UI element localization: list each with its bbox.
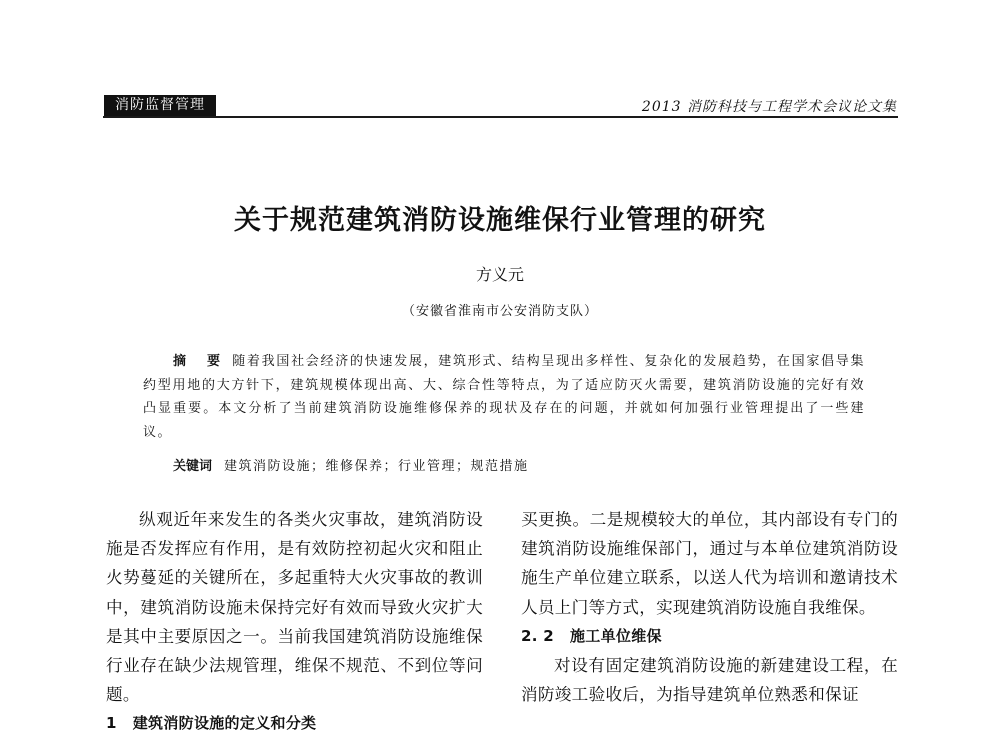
abstract xyxy=(143,350,865,445)
keywords-label: 关键词 xyxy=(173,459,213,474)
paper-title: 关于规范建筑消防设施维保行业管理的研究 xyxy=(234,205,766,236)
body-column-right xyxy=(521,505,898,709)
journal-title: 2013 消防科技与工程学术会议论文集 xyxy=(641,99,897,115)
author-affiliation: （安徽省淮南市公安消防支队） xyxy=(401,304,598,319)
author-name: 方义元 xyxy=(475,265,524,284)
section-tag: 消防监督管理 xyxy=(104,95,216,116)
subsection-heading-text: 施工单位维保 xyxy=(570,626,662,645)
body-paragraph: 买更换。二是规模较大的单位，其内部设有专门的建筑消防设施维保部门，通过与本单位建筑消防设施生产单位建立联系，以送人代为培训和邀请技术人员上门等方式，实现建筑消防设施自我维保。 xyxy=(521,510,898,617)
section-heading-text: 建筑消防设施的定义和分类 xyxy=(132,714,317,733)
header-rule xyxy=(103,116,898,118)
abstract-label: 摘 要 xyxy=(173,354,229,369)
keywords xyxy=(173,455,529,474)
section-heading xyxy=(106,709,483,738)
subsection-number: 2. 2 xyxy=(521,626,554,645)
section-number: 1 xyxy=(106,714,117,733)
abstract-text: 随着我国社会经济的快速发展，建筑形式、结构呈现出多样性、复杂化的发展趋势，在国家倡导集约型用地的大方针下，建筑规模体现出高、大、综合性等特点，为了适应防灭火需要，建筑消防设施的完好有效凸显重要。本文分析了当前建筑消防设施维修保养的现状及存在的问题，并就如何加强行业管理提出了一些建议。 xyxy=(143,354,865,441)
abstract-paragraph xyxy=(143,350,865,445)
body-paragraph: 纵观近年来发生的各类火灾事故，建筑消防设施是否发挥应有作用，是有效防控初起火灾和阻止火势蔓延的关键所在，多起重特大火灾事故的教训中，建筑消防设施未保持完好有效而导致火灾扩大是其中主要原因之一。当前我国建筑消防设施维保行业存在缺少法规管理，维保不规范、不到位等问题。 xyxy=(106,510,483,705)
body-paragraph: 对设有固定建筑消防设施的新建建设工程，在消防竣工验收后，为指导建筑单位熟悉和保证 xyxy=(521,656,898,705)
subsection-heading xyxy=(521,622,898,651)
keywords-text: 建筑消防设施；维修保养；行业管理；规范措施 xyxy=(224,459,529,474)
body-column-left xyxy=(106,505,483,739)
